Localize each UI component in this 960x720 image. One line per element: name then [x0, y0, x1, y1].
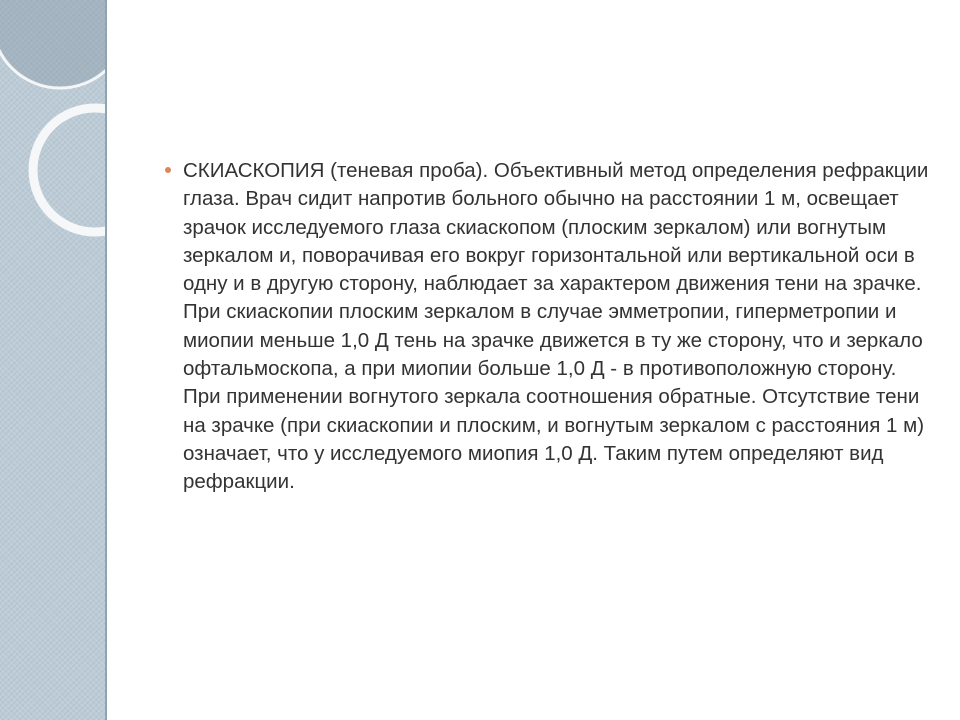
bullet-item	[165, 157, 930, 497]
bullet-dot-icon	[165, 167, 171, 173]
bullet-text: СКИАСКОПИЯ (теневая проба). Объективный метод определения рефракции глаза. Врач сидит напротив больного обычно на расстоянии 1 м, освещает зрачок исследуемого глаза скиаскопом (плоским зеркалом) или вогнутым зеркалом и, поворачивая его вокруг горизонтальной или вертикальной оси в одну и в другую сторону, наблюдает за характером движения тени на зрачке. При скиаскопии плоским зеркалом в случае эмметропии, гиперметропии и миопии меньше 1,0 Д тень на зрачке движется в ту же сторону, что и зеркало офтальмоскопа, а при миопии больше 1,0 Д - в противоположную сторону. При применении вогнутого зеркала соотношения обратные. Отсутствие тени на зрачке (при скиаскопии и плоским, и вогнутым зеркалом с расстояния 1 м) означает, что у исследуемого миопия 1,0 Д. Таким путем определяют вид рефракции.	[183, 159, 929, 494]
decorative-side-panel	[0, 0, 105, 720]
slide-content	[165, 157, 930, 497]
panel-divider	[105, 0, 107, 720]
middle-ring	[33, 108, 105, 232]
shaded-disc	[0, 0, 105, 88]
decorative-rings	[0, 0, 105, 720]
